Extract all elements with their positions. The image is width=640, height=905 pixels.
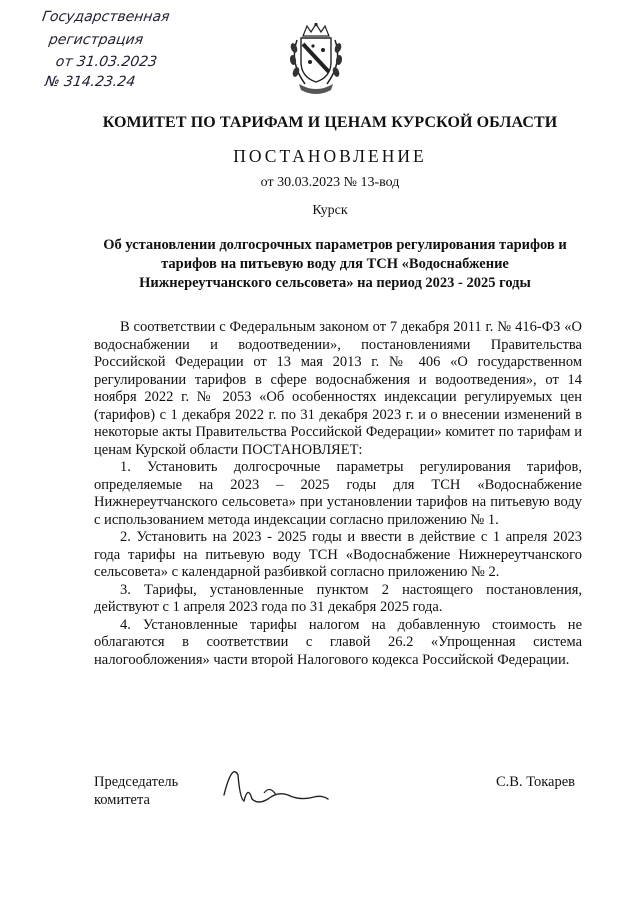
clause-4: 4. Установленные тарифы налогом на добавленную стоимость не облагаются в соответствии с главой 26.2 «Упрощенная система налогообложения» части второй Налогового кодекса Российской Федерации. (94, 616, 582, 668)
position-line-2: комитета (94, 791, 150, 808)
document-type: ПОСТАНОВЛЕНИЕ (233, 146, 427, 166)
document-city: Курск (312, 203, 348, 218)
document-title (90, 236, 580, 293)
registration-stamp (30, 4, 190, 90)
document-body (94, 319, 582, 669)
handwritten-signature (218, 755, 338, 815)
title-line-3: Нижнереутчанского сельсовета» на период 2023 - 2025 годы (139, 275, 531, 291)
document-date-number: от 30.03.2023 № 13-вод (260, 175, 400, 190)
stamp-line-2: регистрация (47, 32, 145, 48)
title-line-1: Об установлении долгосрочных параметров регулирования тарифов и (103, 237, 567, 253)
title-line-2: тарифов на питьевую воду для ТСН «Водоснабжение (161, 256, 509, 272)
clause-3: 3. Тарифы, установленные пунктом 2 настоящего постановления, действуют с 1 апреля 2023 года по 31 декабря 2025 года. (94, 581, 582, 615)
clause-2: 2. Установить на 2023 - 2025 годы и ввести в действие с 1 апреля 2023 года тарифы на питьевую воду ТСН «Водоснабжение Нижнереутчанского сельсовета» с календарной разбивкой согласно приложению № 2. (94, 529, 582, 580)
stamp-line-3: от 31.03.2023 (54, 54, 159, 70)
stamp-line-4: № 314.23.24 (43, 74, 137, 90)
handwritten-registration (30, 4, 190, 90)
kursk-coat-of-arms-icon (285, 22, 347, 96)
clause-1: 1. Установить долгосрочные параметры регулирования тарифов, определяемые на 2023 – 2025 годы для ТСН «Водоснабжение Нижнереутчанского сельсовета» при установлении тарифов на питьевую воду с использованием метода индексации согласно приложению № 1. (94, 459, 582, 528)
stamp-line-1: Государственная (41, 9, 171, 25)
preamble-paragraph: В соответствии с Федеральным законом от 7 декабря 2011 г. № 416-ФЗ «О водоснабжении и водоотведении», постановлениями Правительства Российской Федерации от 13 мая 2013 г. № 406 «О государственном регулировании тарифов в сфере водоснабжения и водоотведения», от 14 ноября 2022 г. № 2053 «Об особенностях индексации регулируемых цен (тарифов) с 1 декабря 2022 г. по 31 декабря 2023 г. и о внесении изменений в некоторые акты Правительства Российской Федерации» комитет по тарифам и ценам Курской области ПОСТАНОВЛЯЕТ: (94, 319, 582, 458)
signatory-name: С.В. Токарев (496, 774, 576, 790)
signatory-position (94, 774, 178, 809)
position-line-1: Председатель (94, 774, 179, 790)
committee-name: КОМИТЕТ ПО ТАРИФАМ И ЦЕНАМ КУРСКОЙ ОБЛАСТИ (102, 114, 558, 131)
